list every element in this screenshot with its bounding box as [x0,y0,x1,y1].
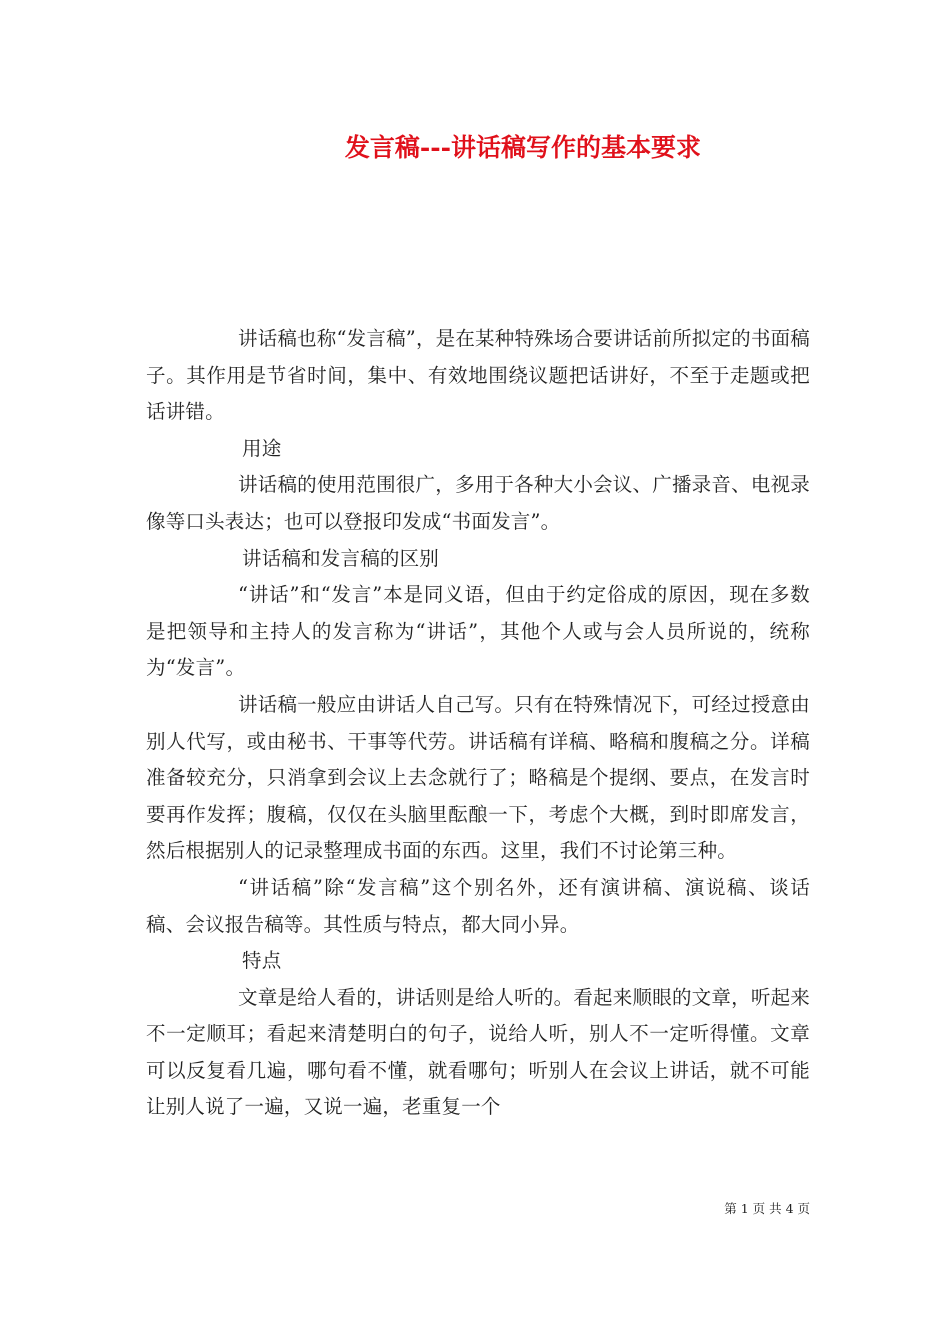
paragraph: “讲话稿”除“发言稿”这个别名外，还有演讲稿、演说稿、谈话稿、会议报告稿等。其性质与特点，都大同小异。 [146,875,810,936]
section-heading: 特点 [242,949,282,973]
paragraph: 讲话稿也称“发言稿”，是在某种特殊场合要讲话前所拟定的书面稿子。其作用是节省时间，集中、有效地围绕议题把话讲好，不至于走题或把话讲错。 [146,327,810,424]
paragraph: 讲话稿一般应由讲话人自己写。只有在特殊情况下，可经过授意由别人代写，或由秘书、干事等代劳。讲话稿有详稿、略稿和腹稿之分。详稿准备较充分，只消拿到会议上去念就行了；略稿是个提纲、要点，在发言时要再作发挥；腹稿，仅仅在头脑里酝酿一下，考虑个大概，到时即席发言，然后根据别人的记录整理成书面的东西。这里，我们不讨论第三种。 [146,692,810,863]
section-heading: 用途 [242,436,282,460]
paragraph: 文章是给人看的，讲话则是给人听的。看起来顺眼的文章，听起来不一定顺耳；看起来清楚明白的句子，说给人听，别人不一定听得懂。文章可以反复看几遍，哪句看不懂，就看哪句；听别人在会议上讲话，就不可能让别人说了一遍，又说一遍，老重复一个 [146,985,810,1119]
paragraph: “讲话”和“发言”本是同义语，但由于约定俗成的原因，现在多数是把领导和主持人的发言称为“讲话”，其他个人或与会人员所说的，统称为“发言”。 [146,583,810,680]
document-title: 发言稿---讲话稿写作的基本要求 [344,133,702,162]
page-number-footer: 第 1 页 共 4 页 [724,1201,810,1216]
document-body [146,321,810,1126]
section-heading: 讲话稿和发言稿的区别 [242,546,440,570]
paragraph: 讲话稿的使用范围很广，多用于各种大小会议、广播录音、电视录像等口头表达；也可以登报印发成“书面发言”。 [146,473,810,533]
